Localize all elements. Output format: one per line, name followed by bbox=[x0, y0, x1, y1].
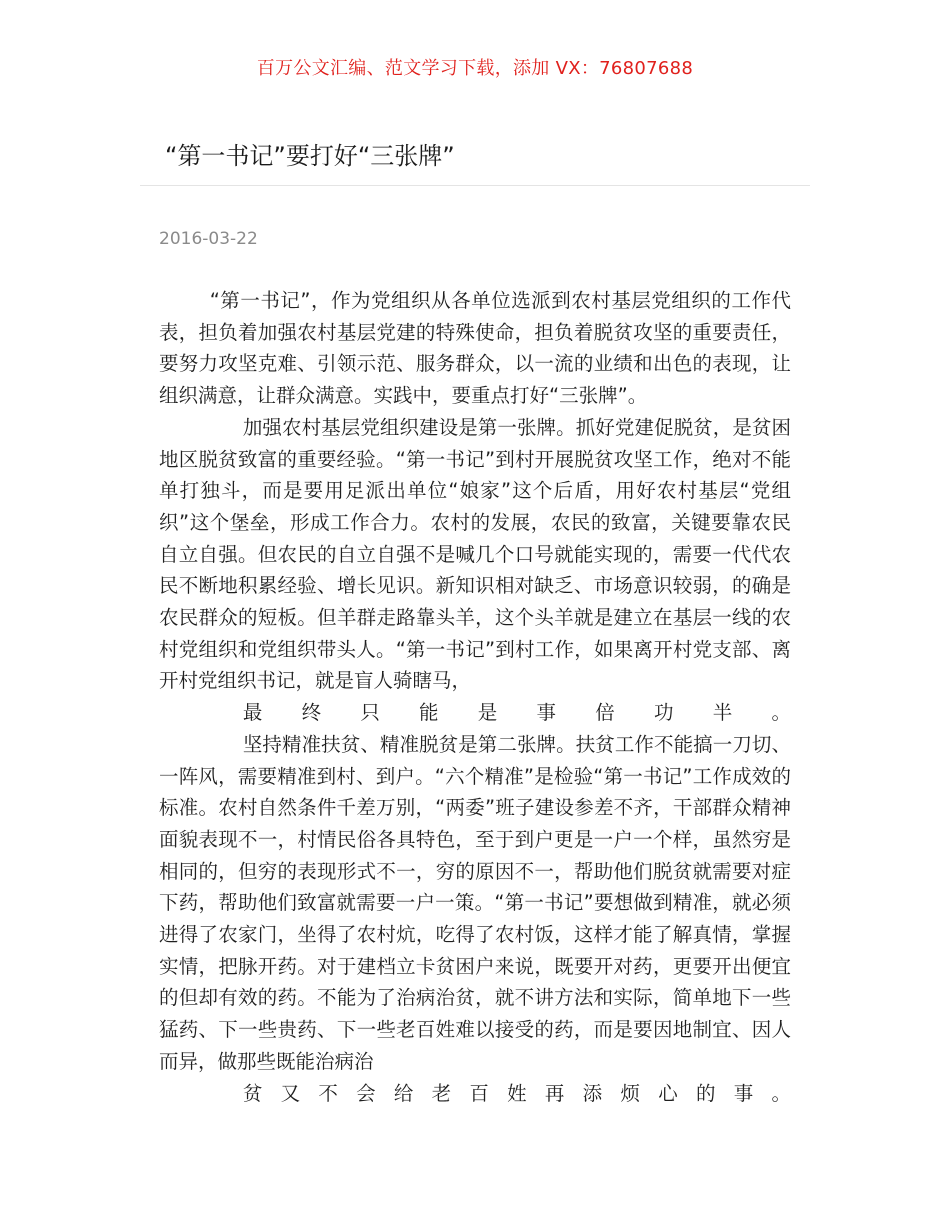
paragraph-second-card-text: 坚持精准扶贫、精准脱贫是第二张牌。扶贫工作不能搞一刀切、一阵风，需要精准到村、到户。“六个精准”是检验“第一书记”工作成效的标准。农村自然条件千差万别，“两委”班子建设参差不齐，干部群众精神面貌表现不一，村情民俗各具特色，至于到户更是一户一个样，虽然穷是相同的，但穷的表现形式不一，穷的原因不一，帮助他们脱贫就需要对症下药，帮助他们致富就需要一户一策。“第一书记”要想做到精准，就必须进得了农家门，坐得了农村炕，吃得了农村饭，这样才能了解真情，掌握实情，把脉开药。对于建档立卡贫困户来说，既要开对药，更要开出便宜的但却有效的药。不能为了治病治贫，就不讲方法和实际，简单地下一些猛药、下一些贵药、下一些老百姓难以接受的药，而是要因地制宜、因人而异，做那些既能治病治 bbox=[159, 732, 791, 1073]
watermark-banner: 百万公文汇编、范文学习下载，添加 VX：76807688 bbox=[256, 58, 694, 79]
paragraph-intro: “第一书记”，作为党组织从各单位选派到农村基层党组织的工作代表，担负着加强农村基层党建的特殊使命，担负着脱贫攻坚的重要责任，要努力攻坚克难、引领示范、服务群众，以一流的业绩和出色的表现，让组织满意，让群众满意。实践中，要重点打好“三张牌”。 bbox=[159, 289, 791, 408]
paragraph-first-card-tail: 最终只能是事倍功半。 bbox=[242, 701, 791, 725]
article-body bbox=[159, 285, 791, 1109]
paragraph-second-card-tail: 贫又不会给老百姓再添烦心的事。 bbox=[242, 1081, 791, 1105]
paragraph-second-card bbox=[159, 729, 791, 1109]
paragraph-first-card-text: 加强农村基层党组织建设是第一张牌。抓好党建促脱贫，是贫困地区脱贫致富的重要经验。“第一书记”到村开展脱贫攻坚工作，绝对不能单打独斗，而是要用足派出单位“娘家”这个后盾，用好农村基层“党组织”这个堡垒，形成工作合力。农村的发展，农民的致富，关键要靠农民自立自强。但农民的自立自强不是喊几个口号就能实现的，需要一代代农民不断地积累经验、增长见识。新知识相对缺乏、市场意识较弱，的确是农民群众的短板。但羊群走路靠头羊，这个头羊就是建立在基层一线的农村党组织和党组织带头人。“第一书记”到村工作，如果离开村党支部、离开村党组织书记，就是盲人骑瞎马， bbox=[159, 415, 791, 693]
publish-date: 2016-03-22 bbox=[159, 229, 258, 249]
article-title: “第一书记”要打好“三张牌” bbox=[165, 142, 455, 170]
title-divider bbox=[140, 185, 810, 186]
paragraph-first-card bbox=[159, 412, 791, 729]
